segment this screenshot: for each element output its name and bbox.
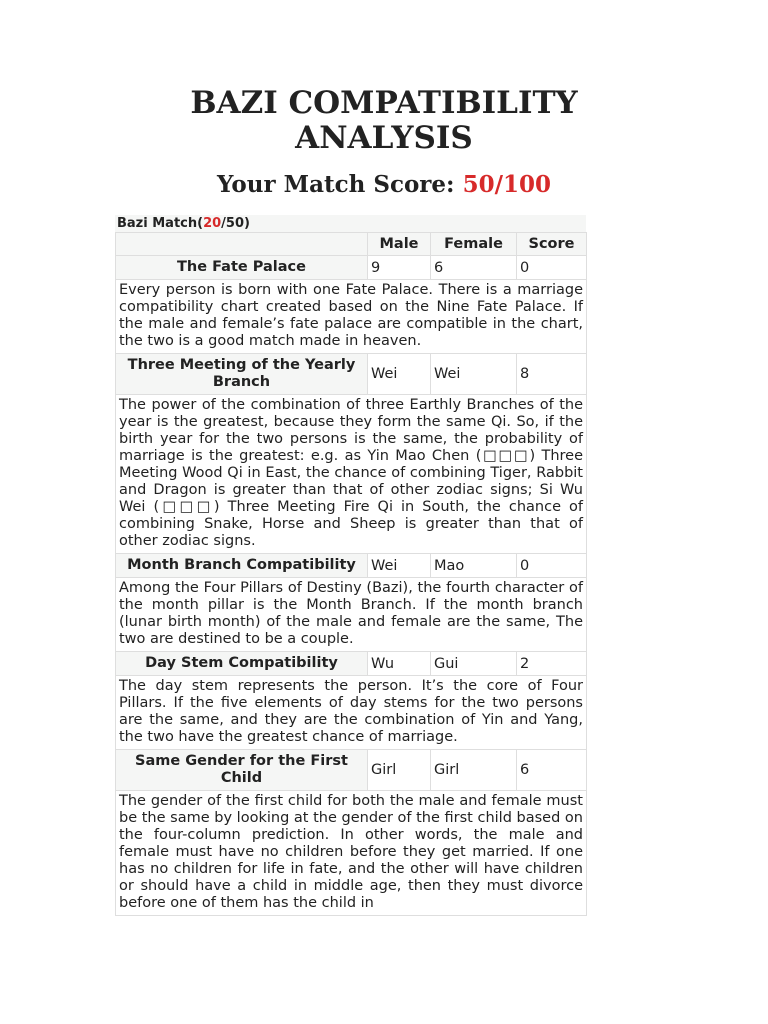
match-score-value: 50/100 <box>462 171 551 198</box>
row-description: Every person is born with one Fate Palace. There is a marriage compatibility chart created based on the Nine Fate Palace. If the male and female’s fate palace are compatible in the chart, the two is a good match made in heaven. <box>116 280 587 354</box>
caption-suffix: /50) <box>221 216 250 231</box>
table-header-row <box>116 233 587 256</box>
match-score-heading <box>0 168 768 202</box>
row-label: Month Branch Compatibility <box>116 554 368 578</box>
description-row <box>116 280 587 354</box>
score-value: 6 <box>517 750 587 791</box>
table-row <box>116 256 587 280</box>
row-description: The power of the combination of three Earthly Branches of the year is the greatest, because they form the same Qi. So, if the birth year for the two persons is the same, the probability of marriage is the greatest: e.g. as Yin Mao Chen (□□□) Three Meeting Wood Qi in East, the chance of combining Tiger, Rabbit and Dragon is greater than that of other zodiac signs; Si Wu Wei (□□□) Three Meeting Fire Qi in South, the chance of combining Snake, Horse and Sheep is greater than that of other zodiac signs. <box>116 395 587 554</box>
caption-score: 20 <box>203 216 222 231</box>
header-score: Score <box>517 233 587 256</box>
row-description: The day stem represents the person. It’s the core of Four Pillars. If the five elements of day stems for the two persons are the same, and they are the combination of Yin and Yang, the two have the greatest chance of marriage. <box>116 676 587 750</box>
header-male: Male <box>368 233 431 256</box>
row-label: The Fate Palace <box>116 256 368 280</box>
match-score-label: Your Match Score: <box>217 171 463 198</box>
male-value: 9 <box>368 256 431 280</box>
male-value: Wei <box>368 554 431 578</box>
row-label: Three Meeting of the Yearly Branch <box>116 354 368 395</box>
score-value: 0 <box>517 554 587 578</box>
female-value: Mao <box>431 554 517 578</box>
table-row <box>116 554 587 578</box>
title-line-2: ANALYSIS <box>295 120 473 156</box>
score-value: 2 <box>517 652 587 676</box>
row-description: The gender of the first child for both the male and female must be the same by looking at the gender of the first child based on the four-column prediction. In other words, the male and female must have no children before they get married. If one has no children for life in fate, and the other will have children or should have a child in middle age, then they must divorce before one of them has the child in <box>116 791 587 916</box>
bazi-match-section <box>115 215 586 916</box>
description-row <box>116 578 587 652</box>
bazi-match-table <box>115 232 587 916</box>
table-row <box>116 652 587 676</box>
male-value: Wu <box>368 652 431 676</box>
table-row <box>116 750 587 791</box>
female-value: Girl <box>431 750 517 791</box>
header-empty <box>116 233 368 256</box>
table-caption <box>115 215 586 232</box>
description-row <box>116 676 587 750</box>
title-line-1: BAZI COMPATIBILITY <box>190 85 578 121</box>
male-value: Wei <box>368 354 431 395</box>
female-value: 6 <box>431 256 517 280</box>
row-description: Among the Four Pillars of Destiny (Bazi), the fourth character of the month pillar is the Month Branch. If the month branch (lunar birth month) of the male and female are the same, The two are destined to be a couple. <box>116 578 587 652</box>
score-value: 0 <box>517 256 587 280</box>
header-female: Female <box>431 233 517 256</box>
row-label: Day Stem Compatibility <box>116 652 368 676</box>
description-row <box>116 395 587 554</box>
male-value: Girl <box>368 750 431 791</box>
female-value: Wei <box>431 354 517 395</box>
female-value: Gui <box>431 652 517 676</box>
page-title <box>0 86 768 156</box>
score-value: 8 <box>517 354 587 395</box>
table-row <box>116 354 587 395</box>
caption-prefix: Bazi Match( <box>117 216 204 231</box>
description-row <box>116 791 587 916</box>
row-label: Same Gender for the First Child <box>116 750 368 791</box>
